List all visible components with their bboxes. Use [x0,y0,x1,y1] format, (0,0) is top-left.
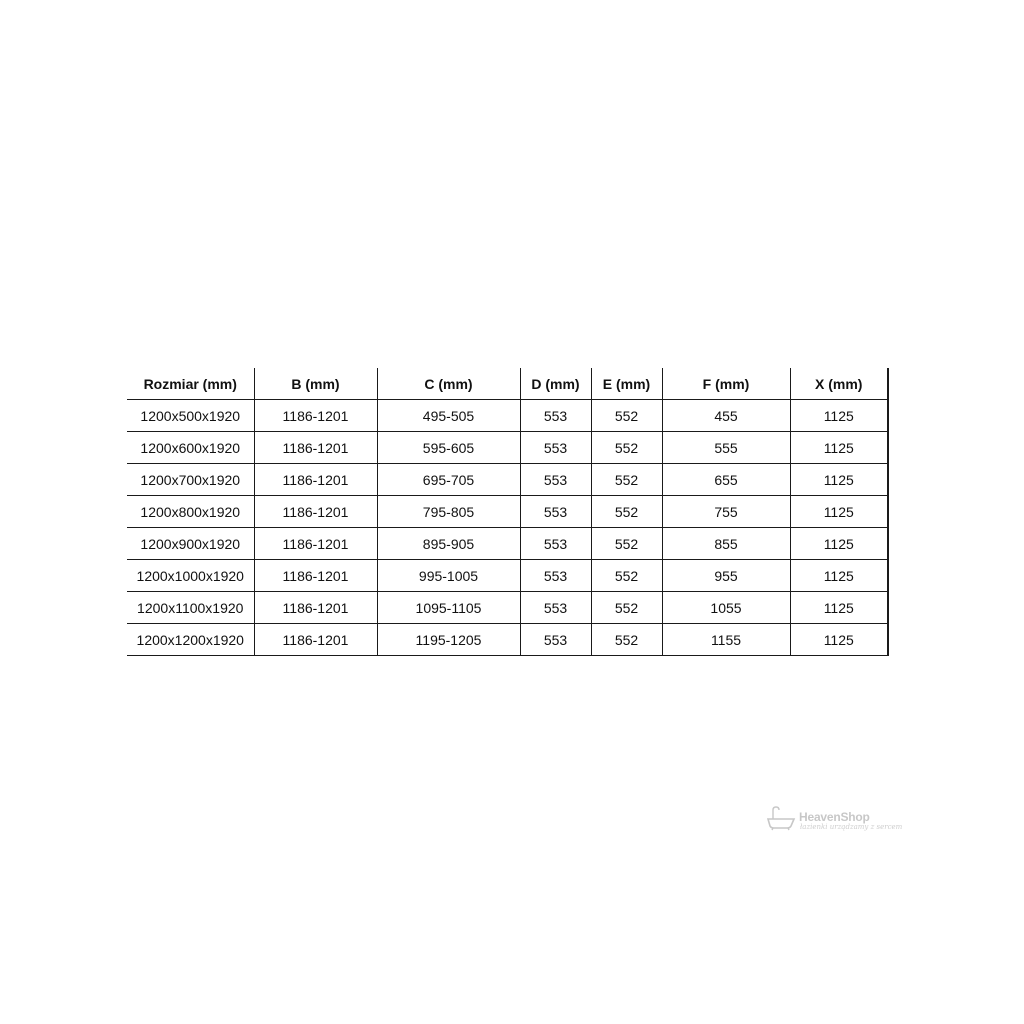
header-row [127,368,888,400]
cell-e: 552 [591,432,662,464]
cell-d: 553 [520,432,591,464]
table-row [127,496,888,528]
cell-e: 552 [591,528,662,560]
cell-e: 552 [591,560,662,592]
cell-f: 855 [662,528,790,560]
cell-f: 1155 [662,624,790,656]
watermark-brand: HeavenShop [799,809,870,824]
cell-c: 1095-1105 [377,592,520,624]
heavenshop-watermark [766,805,902,836]
cell-rozmiar: 1200x600x1920 [127,432,254,464]
cell-b: 1186-1201 [254,400,377,432]
cell-x: 1125 [790,560,888,592]
table-row [127,464,888,496]
cell-f: 955 [662,560,790,592]
cell-c: 595-605 [377,432,520,464]
cell-e: 552 [591,400,662,432]
bathtub-logo-icon [766,805,796,836]
table-row [127,528,888,560]
cell-x: 1125 [790,624,888,656]
cell-d: 553 [520,592,591,624]
table-row [127,592,888,624]
cell-c: 1195-1205 [377,624,520,656]
cell-b: 1186-1201 [254,528,377,560]
cell-c: 795-805 [377,496,520,528]
cell-rozmiar: 1200x700x1920 [127,464,254,496]
cell-f: 1055 [662,592,790,624]
table-header [127,368,888,400]
cell-e: 552 [591,624,662,656]
cell-b: 1186-1201 [254,624,377,656]
cell-d: 553 [520,560,591,592]
cell-c: 495-505 [377,400,520,432]
cell-c: 995-1005 [377,560,520,592]
cell-f: 455 [662,400,790,432]
cell-x: 1125 [790,592,888,624]
watermark-slogan: łazienki urządzamy z sercem [800,822,903,831]
cell-x: 1125 [790,528,888,560]
header-c: C (mm) [377,368,520,400]
cell-f: 555 [662,432,790,464]
table-row [127,624,888,656]
cell-b: 1186-1201 [254,432,377,464]
cell-x: 1125 [790,464,888,496]
cell-f: 755 [662,496,790,528]
cell-rozmiar: 1200x900x1920 [127,528,254,560]
cell-d: 553 [520,400,591,432]
cell-rozmiar: 1200x1100x1920 [127,592,254,624]
cell-x: 1125 [790,400,888,432]
cell-x: 1125 [790,496,888,528]
cell-c: 895-905 [377,528,520,560]
cell-b: 1186-1201 [254,464,377,496]
cell-f: 655 [662,464,790,496]
table-row [127,400,888,432]
cell-rozmiar: 1200x500x1920 [127,400,254,432]
dimensions-table [127,368,889,656]
header-d: D (mm) [520,368,591,400]
cell-d: 553 [520,496,591,528]
cell-b: 1186-1201 [254,496,377,528]
cell-e: 552 [591,592,662,624]
table-row [127,560,888,592]
header-e: E (mm) [591,368,662,400]
cell-rozmiar: 1200x800x1920 [127,496,254,528]
cell-rozmiar: 1200x1000x1920 [127,560,254,592]
watermark-text [799,811,902,831]
cell-x: 1125 [790,432,888,464]
cell-b: 1186-1201 [254,592,377,624]
cell-rozmiar: 1200x1200x1920 [127,624,254,656]
cell-d: 553 [520,464,591,496]
cell-c: 695-705 [377,464,520,496]
header-f: F (mm) [662,368,790,400]
header-x: X (mm) [790,368,888,400]
cell-e: 552 [591,496,662,528]
table-row [127,432,888,464]
header-rozmiar: Rozmiar (mm) [127,368,254,400]
cell-d: 553 [520,624,591,656]
table-body [127,400,888,656]
cell-d: 553 [520,528,591,560]
cell-b: 1186-1201 [254,560,377,592]
header-b: B (mm) [254,368,377,400]
cell-e: 552 [591,464,662,496]
